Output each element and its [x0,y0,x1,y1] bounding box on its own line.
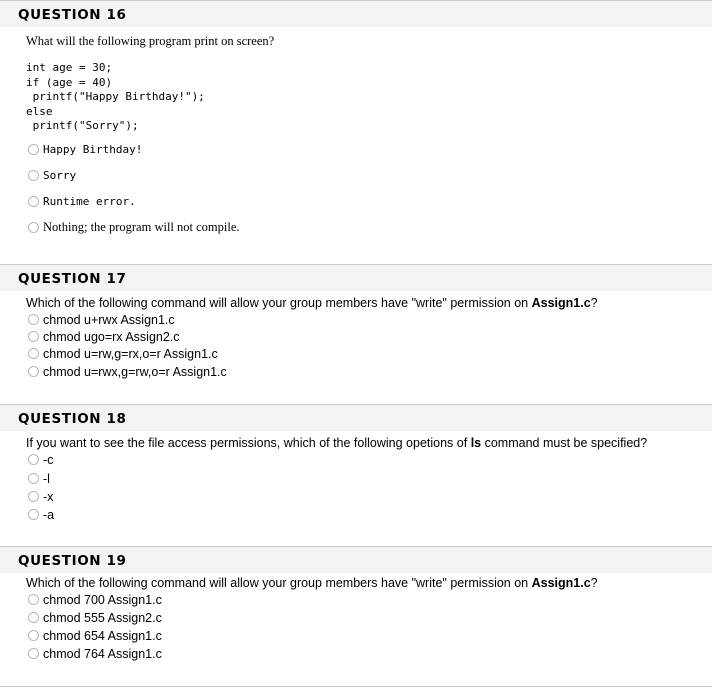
code-line: int age = 30; [26,61,113,74]
q17-option-4[interactable] [28,363,227,380]
radio-button[interactable] [28,170,39,181]
code-line: if (age = 40) [26,75,113,89]
question-16-header [0,0,712,27]
radio-button[interactable] [28,630,39,641]
option-label: chmod ugo=rx Assign2.c [43,329,180,344]
bottom-divider [0,686,712,687]
option-label: Happy Birthday! [43,143,143,156]
prompt-text: Which of the following command will allow your group members have "write" permission on [26,576,532,590]
radio-button[interactable] [28,366,39,377]
radio-button[interactable] [28,144,39,155]
q18-option-4[interactable] [28,506,54,523]
radio-button[interactable] [28,648,39,659]
question-17-title: QUESTION 17 [18,271,127,287]
radio-button[interactable] [28,509,39,520]
code-line: else [26,104,53,118]
prompt-text: ? [590,296,598,310]
option-label: Nothing; the program will not compile. [43,220,240,234]
radio-button[interactable] [28,612,39,623]
q18-option-3[interactable] [28,488,53,505]
question-17-prompt [26,296,598,310]
code-line: printf("Happy Birthday!"); [26,90,205,103]
q18-option-2[interactable] [28,470,50,487]
q19-option-1[interactable] [28,591,162,608]
question-16-title: QUESTION 16 [18,7,127,23]
q16-option-2[interactable] [28,167,76,184]
q18-option-1[interactable] [28,451,53,468]
question-18-header [0,404,712,431]
q16-option-1[interactable] [28,141,142,158]
q19-option-3[interactable] [28,627,162,644]
question-16-prompt: What will the following program print on screen? [26,34,275,48]
prompt-bold: ls [470,436,482,450]
q19-option-2[interactable] [28,609,162,626]
radio-button[interactable] [28,454,39,465]
radio-button[interactable] [28,331,39,342]
option-label: -c [43,452,54,467]
option-label: -a [43,507,55,522]
q17-option-1[interactable] [28,311,175,328]
radio-button[interactable] [28,314,39,325]
option-label: chmod 700 Assign1.c [43,592,162,607]
code-line: printf("Sorry"); [26,119,139,132]
q17-option-2[interactable] [28,328,180,345]
question-17-header [0,264,712,291]
q16-option-3[interactable] [28,193,136,210]
prompt-text: If you want to see the file access permissions, which of the following opetions of [26,436,471,450]
q16-option-4[interactable] [28,219,240,236]
question-19-prompt [26,576,598,590]
radio-button[interactable] [28,473,39,484]
radio-button[interactable] [28,196,39,207]
option-label: -x [43,489,54,504]
question-18-title: QUESTION 18 [18,411,127,427]
option-label: chmod u=rw,g=rx,o=r Assign1.c [43,346,218,361]
option-label: chmod 555 Assign2.c [43,610,162,625]
option-label: Sorry [43,169,77,182]
prompt-bold: Assign1.c [531,576,591,590]
prompt-bold: Assign1.c [531,296,591,310]
radio-button[interactable] [28,491,39,502]
question-19-title: QUESTION 19 [18,553,127,569]
option-label: Runtime error. [43,195,136,208]
prompt-text: command must be specified? [481,436,648,450]
question-18-prompt [26,436,647,450]
option-label: -l [43,471,50,486]
prompt-text: Which of the following command will allow your group members have "write" permission on [26,296,532,310]
q19-option-4[interactable] [28,645,162,662]
radio-button[interactable] [28,594,39,605]
option-label: chmod 654 Assign1.c [43,628,162,643]
radio-button[interactable] [28,222,39,233]
prompt-text: ? [590,576,598,590]
option-label: chmod u=rwx,g=rw,o=r Assign1.c [43,364,227,379]
question-19-header [0,546,712,573]
q17-option-3[interactable] [28,345,218,362]
radio-button[interactable] [28,348,39,359]
option-label: chmod u+rwx Assign1.c [43,312,175,327]
option-label: chmod 764 Assign1.c [43,646,162,661]
